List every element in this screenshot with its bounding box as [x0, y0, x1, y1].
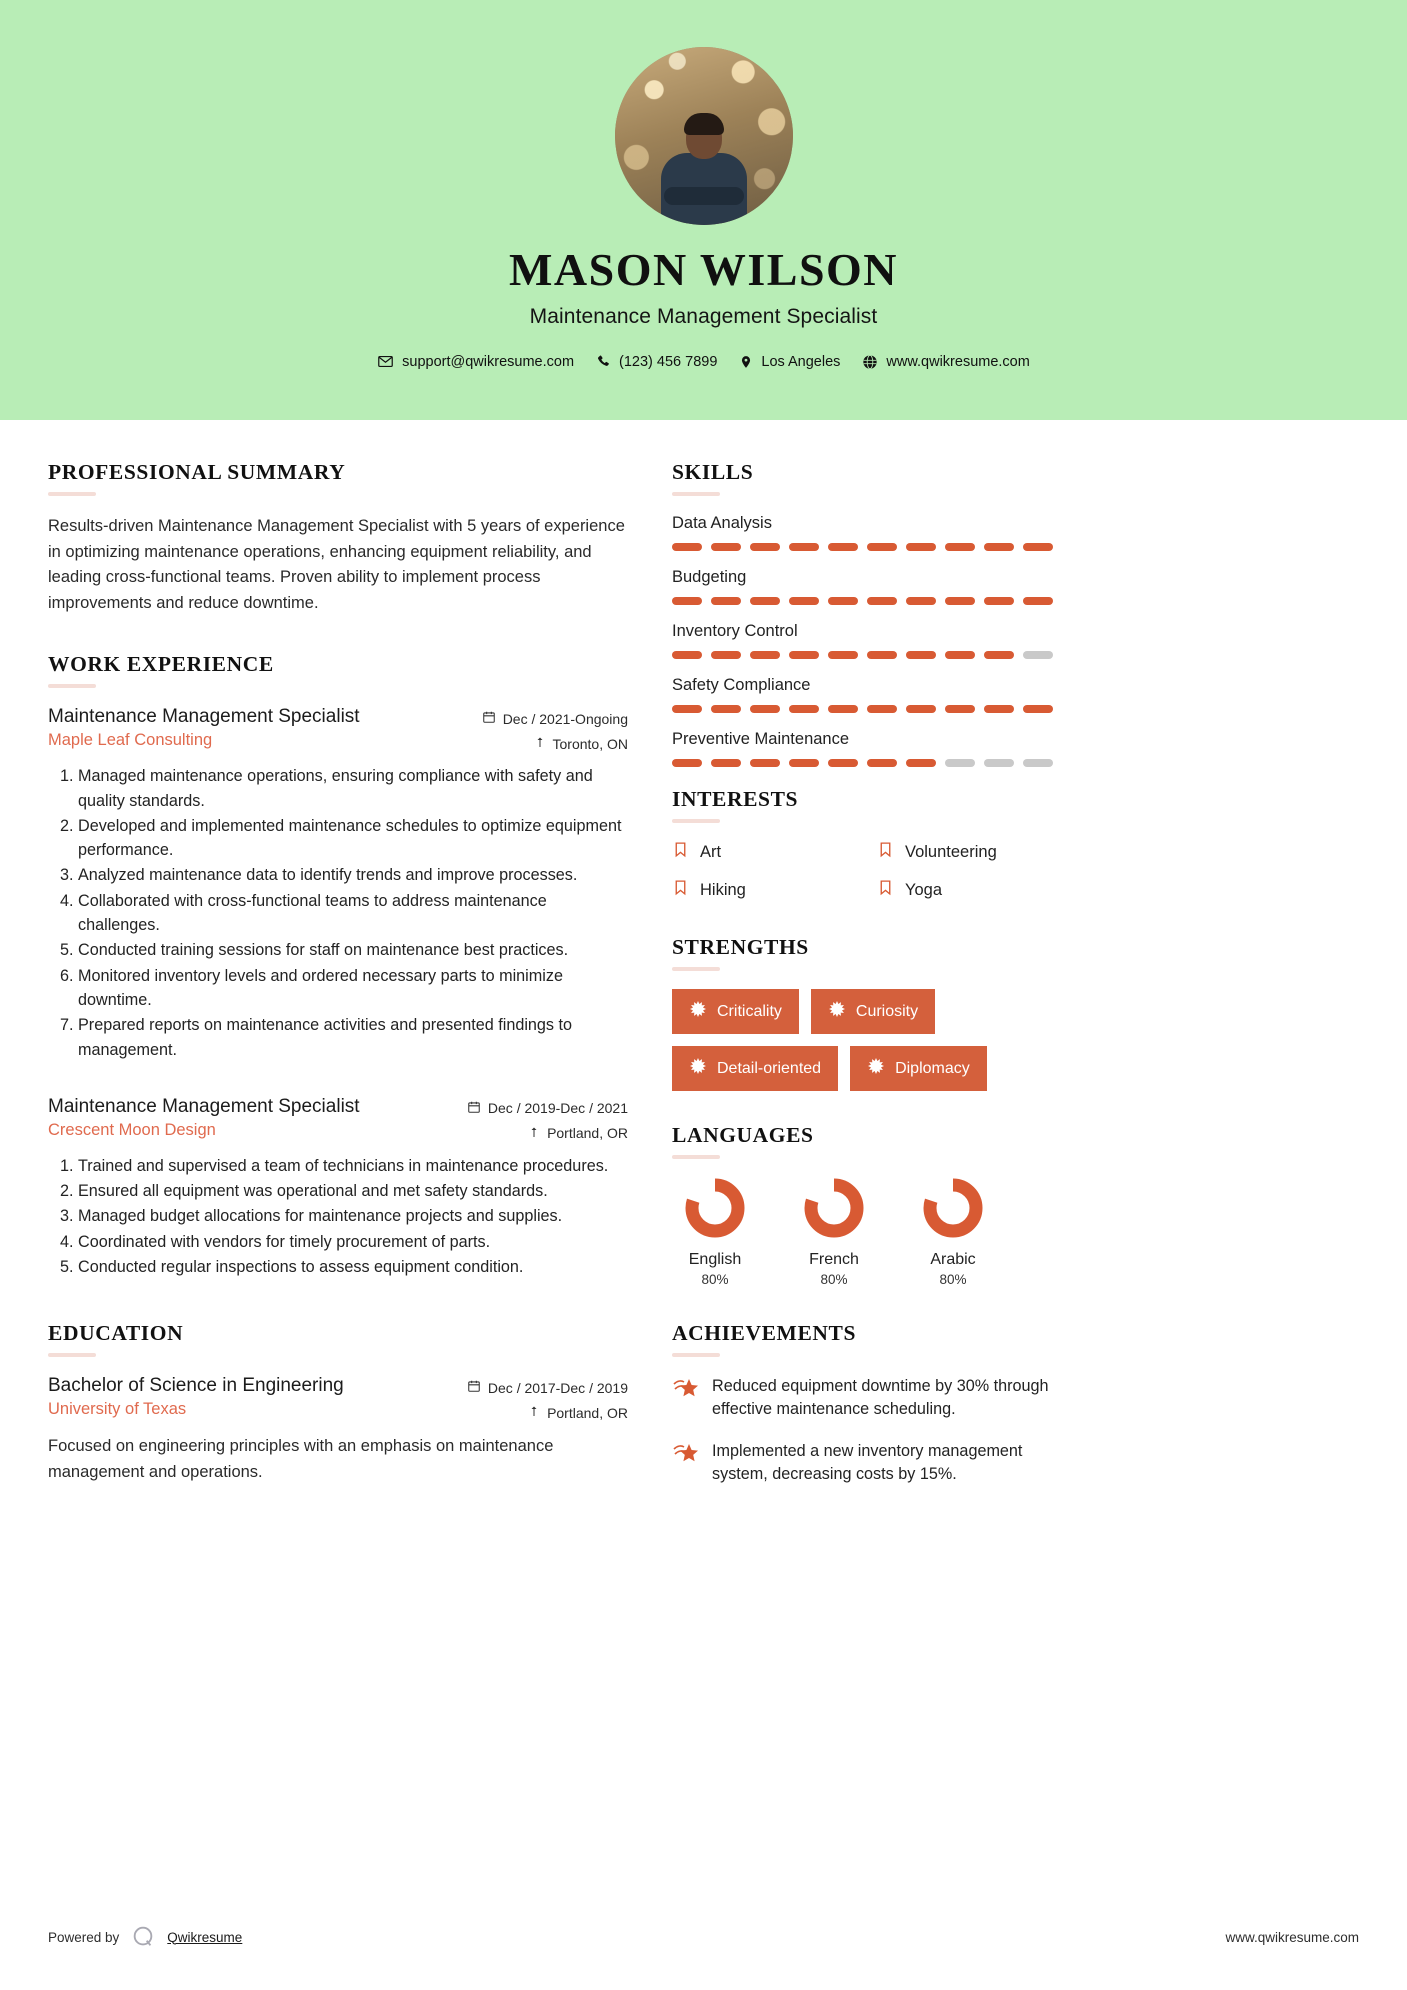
list-item: 1. Trained and supervised a team of technicians in maintenance procedures. [78, 1154, 628, 1178]
skill-rating-bar [672, 759, 1072, 767]
starburst-icon [828, 1000, 846, 1023]
work-entry [48, 1096, 628, 1279]
skill-rating-bar [672, 597, 1072, 605]
list-item: 3. Analyzed maintenance data to identify trends and improve processes. [78, 863, 628, 887]
avatar-person [661, 113, 747, 225]
language-item [910, 1177, 996, 1287]
skill-segment [672, 597, 702, 605]
education-location [528, 1404, 628, 1421]
education-entry [48, 1375, 628, 1485]
contact-location-text: Los Angeles [761, 353, 841, 370]
calendar-icon [467, 1379, 481, 1396]
star-badge-icon [672, 1440, 698, 1487]
avatar [615, 47, 793, 225]
achievement-item [672, 1375, 1072, 1422]
skill-segment [789, 597, 819, 605]
resume-body [0, 420, 1407, 1505]
skill-segment [711, 705, 741, 713]
skill-segment [672, 651, 702, 659]
languages-list [672, 1177, 1072, 1287]
skill-segment [906, 759, 936, 767]
skill-segment [984, 759, 1014, 767]
section-achievements [672, 1321, 1072, 1487]
skill-segment [789, 543, 819, 551]
contact-email[interactable] [377, 353, 574, 370]
skill-segment [750, 651, 780, 659]
powered-by-block [48, 1924, 242, 1950]
interest-item [672, 879, 867, 901]
skill-segment [867, 543, 897, 551]
interest-label: Yoga [905, 880, 943, 899]
interest-item [877, 841, 1072, 863]
skill-segment [828, 705, 858, 713]
skill-segment [984, 597, 1014, 605]
skills-list [672, 514, 1072, 767]
work-location [528, 1125, 628, 1142]
phone-icon [596, 354, 611, 369]
section-rule [672, 819, 720, 823]
work-company: Crescent Moon Design [48, 1120, 216, 1139]
section-work-experience [48, 652, 628, 1279]
language-name: French [809, 1251, 859, 1268]
language-percent: 80% [820, 1272, 848, 1287]
left-column [48, 460, 628, 1505]
skill-segment [750, 543, 780, 551]
strength-tag [811, 989, 935, 1034]
skill-segment [828, 651, 858, 659]
contact-email-text: support@qwikresume.com [402, 353, 575, 370]
skill-segment [1023, 705, 1053, 713]
strengths-list [672, 989, 1072, 1091]
section-rule [48, 1353, 96, 1357]
contact-bar [0, 353, 1407, 370]
skill-segment [672, 759, 702, 767]
list-item: 1. Managed maintenance operations, ensuring compliance with safety and quality standards. [78, 764, 628, 813]
skill-segment [906, 651, 936, 659]
bookmark-icon [877, 879, 894, 901]
skill-segment [945, 597, 975, 605]
skill-segment [1023, 759, 1053, 767]
skill-segment [906, 597, 936, 605]
list-item: 7. Prepared reports on maintenance activities and presented findings to management. [78, 1013, 628, 1062]
skill-segment [867, 597, 897, 605]
page-footer [0, 1924, 1407, 1950]
strength-label: Detail-oriented [717, 1059, 822, 1077]
education-dates-text: Dec / 2017-Dec / 2019 [487, 1379, 628, 1396]
pin-icon [528, 1404, 540, 1421]
section-heading-work: WORK EXPERIENCE [48, 652, 274, 677]
skill-segment [867, 759, 897, 767]
section-rule [672, 1353, 720, 1357]
resume-header [0, 0, 1407, 420]
language-name: English [688, 1251, 742, 1268]
skill-label: Data Analysis [672, 514, 772, 532]
star-badge-icon [672, 1375, 698, 1422]
achievements-list [672, 1375, 1072, 1487]
skill-segment [867, 651, 897, 659]
education-dates [467, 1379, 628, 1396]
skill-segment [828, 759, 858, 767]
section-education [48, 1321, 628, 1485]
section-skills [672, 460, 1072, 767]
work-bullet-list [48, 764, 628, 1062]
qwikresume-logo-icon [130, 1924, 156, 1950]
interest-item [877, 879, 1072, 901]
section-heading-languages: LANGUAGES [672, 1123, 814, 1147]
skill-segment [711, 597, 741, 605]
work-dates [467, 1100, 628, 1117]
section-strengths [672, 935, 1072, 1091]
skill-segment [750, 597, 780, 605]
skill-rating-bar [672, 705, 1072, 713]
strength-label: Diplomacy [895, 1059, 970, 1077]
pin-icon [528, 1125, 540, 1142]
education-degree: Bachelor of Science in Engineering [48, 1375, 344, 1397]
section-heading-skills: SKILLS [672, 460, 754, 484]
bookmark-icon [672, 841, 689, 863]
section-rule [672, 967, 720, 971]
education-school: University of Texas [48, 1400, 187, 1419]
list-item: 5. Conducted regular inspections to assess equipment condition. [78, 1255, 628, 1279]
section-rule [672, 492, 720, 496]
skill-segment [789, 705, 819, 713]
skill-label: Inventory Control [672, 622, 798, 640]
education-location-text: Portland, OR [547, 1404, 628, 1421]
section-heading-strengths: STRENGTHS [672, 935, 809, 959]
section-heading-achievements: ACHIEVEMENTS [672, 1321, 857, 1345]
language-donut-chart [684, 1177, 746, 1239]
skill-segment [945, 651, 975, 659]
skill-segment [672, 705, 702, 713]
list-item: 2. Ensured all equipment was operational and met safety standards. [78, 1179, 628, 1203]
language-name: Arabic [930, 1251, 976, 1268]
contact-website-text: www.qwikresume.com [886, 353, 1030, 370]
work-dates-text: Dec / 2019-Dec / 2021 [487, 1100, 628, 1117]
section-heading-interests: INTERESTS [672, 787, 799, 811]
page-title: MASON WILSON [508, 244, 899, 295]
language-donut-chart [922, 1177, 984, 1239]
globe-icon [862, 354, 878, 370]
achievement-text: Reduced equipment downtime by 30% through effective maintenance scheduling. [712, 1377, 1049, 1419]
section-rule [48, 492, 96, 496]
skill-segment [984, 651, 1014, 659]
skill-label: Budgeting [672, 568, 747, 586]
section-rule [48, 684, 96, 688]
work-company: Maple Leaf Consulting [48, 731, 213, 750]
skill-segment [711, 651, 741, 659]
skill-segment [828, 543, 858, 551]
work-location-text: Toronto, ON [552, 735, 628, 752]
skill-segment [867, 705, 897, 713]
skill-segment [711, 759, 741, 767]
list-item: 3. Managed budget allocations for maintenance projects and supplies. [78, 1204, 628, 1228]
language-percent: 80% [939, 1272, 967, 1287]
contact-phone[interactable] [596, 354, 717, 370]
pin-icon [534, 735, 546, 752]
calendar-icon [467, 1100, 481, 1117]
skill-rating-bar [672, 543, 1072, 551]
skill-segment [789, 651, 819, 659]
strength-tag [672, 1046, 838, 1091]
list-item: 6. Monitored inventory levels and ordered necessary parts to minimize downtime. [78, 964, 628, 1013]
skill-segment [1023, 597, 1053, 605]
contact-website[interactable] [862, 354, 1029, 370]
interest-label: Hiking [700, 880, 746, 899]
right-column [672, 460, 1072, 1505]
achievement-item [672, 1440, 1072, 1487]
interest-label: Volunteering [905, 842, 997, 861]
section-heading-summary: PROFESSIONAL SUMMARY [48, 460, 346, 484]
skill-segment [1023, 543, 1053, 551]
skill-rating-bar [672, 651, 1072, 659]
work-dates [482, 710, 628, 727]
qwikresume-link[interactable]: Qwikresume [167, 1929, 243, 1945]
list-item: 4. Coordinated with vendors for timely procurement of parts. [78, 1230, 628, 1254]
starburst-icon [689, 1000, 707, 1023]
contact-location [739, 354, 840, 370]
skill-segment [711, 543, 741, 551]
skill-label: Safety Compliance [672, 676, 811, 694]
strength-label: Curiosity [855, 1002, 919, 1020]
skill-segment [828, 597, 858, 605]
contact-phone-text: (123) 456 7899 [619, 353, 718, 370]
interest-item [672, 841, 867, 863]
language-percent: 80% [701, 1272, 729, 1287]
envelope-icon [377, 353, 394, 370]
work-dates-text: Dec / 2021-Ongoing [502, 710, 628, 727]
skill-label: Preventive Maintenance [672, 730, 850, 748]
calendar-icon [482, 710, 496, 727]
interests-list [672, 841, 1072, 901]
section-heading-education: EDUCATION [48, 1321, 184, 1346]
powered-by-label: Powered by [48, 1929, 120, 1945]
list-item: 4. Collaborated with cross-functional teams to address maintenance challenges. [78, 889, 628, 938]
interest-label: Art [700, 842, 722, 861]
section-interests [672, 787, 1072, 901]
work-job-title: Maintenance Management Specialist [48, 1095, 360, 1117]
work-location [534, 735, 628, 752]
section-professional-summary [48, 460, 628, 616]
education-description: Focused on engineering principles with an emphasis on maintenance management and operations. [48, 1437, 554, 1481]
skill-segment [984, 705, 1014, 713]
language-item [672, 1177, 758, 1287]
skill-segment [750, 705, 780, 713]
skill-segment [945, 705, 975, 713]
strength-label: Criticality [717, 1002, 782, 1020]
language-item [791, 1177, 877, 1287]
location-pin-icon [739, 354, 753, 370]
bookmark-icon [877, 841, 894, 863]
skill-segment [945, 759, 975, 767]
job-role-subtitle: Maintenance Management Specialist [529, 305, 878, 328]
skill-segment [945, 543, 975, 551]
language-donut-chart [803, 1177, 865, 1239]
strength-tag [850, 1046, 987, 1091]
bookmark-icon [672, 879, 689, 901]
work-job-title: Maintenance Management Specialist [48, 706, 360, 728]
list-item: 2. Developed and implemented maintenance schedules to optimize equipment performance. [78, 814, 628, 863]
list-item: 5. Conducted training sessions for staff on maintenance best practices. [78, 938, 628, 962]
starburst-icon [689, 1057, 707, 1080]
work-location-text: Portland, OR [547, 1125, 628, 1142]
skill-segment [750, 759, 780, 767]
work-entry [48, 706, 628, 1062]
skill-segment [906, 705, 936, 713]
skill-segment [906, 543, 936, 551]
summary-text: Results-driven Maintenance Management Specialist with 5 years of experience in optimizing maintenance operations, enhancing equipment reliability, and leading cross-functional teams. Proven ability to implement process improvements and reduce downtime. [48, 517, 625, 612]
skill-segment [984, 543, 1014, 551]
section-languages [672, 1123, 1072, 1287]
strength-tag [672, 989, 799, 1034]
skill-segment [672, 543, 702, 551]
work-bullet-list [48, 1154, 628, 1279]
starburst-icon [867, 1057, 885, 1080]
achievement-text: Implemented a new inventory management system, decreasing costs by 15%. [712, 1441, 1023, 1484]
section-rule [672, 1155, 720, 1159]
skill-segment [1023, 651, 1053, 659]
skill-segment [789, 759, 819, 767]
footer-url[interactable]: www.qwikresume.com [1225, 1929, 1359, 1945]
